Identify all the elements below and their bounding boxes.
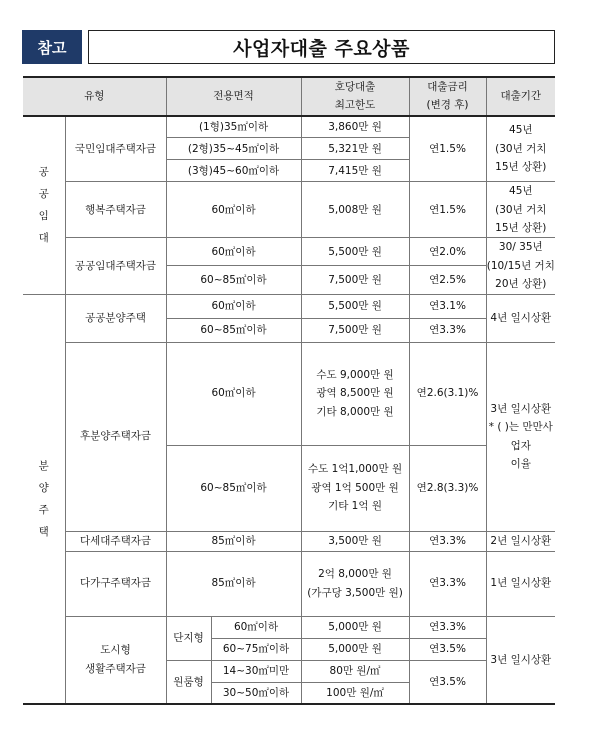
page-header	[22, 30, 555, 64]
rate-cell: 연3.3%	[409, 616, 486, 638]
col-rate: 대출금리 (변경 후)	[409, 77, 486, 116]
period-cell: 2년 일시상환	[486, 531, 555, 551]
product-name: 도시형 생활주택자금	[65, 616, 166, 704]
area-cell: (1형)35㎡이하	[166, 116, 301, 138]
col-limit: 호당대출 최고한도	[301, 77, 409, 116]
limit-cell: 3,860만 원	[301, 116, 409, 138]
rate-cell: 연3.3%	[409, 318, 486, 342]
area-cell: 60㎡이하	[166, 294, 301, 318]
area-cell: 60㎡이하	[211, 616, 301, 638]
area-cell: 60~85㎡이하	[166, 318, 301, 342]
rate-cell: 연1.5%	[409, 182, 486, 238]
area-cell: 60㎡이하	[166, 342, 301, 445]
limit-cell: 80만 원/㎡	[301, 660, 409, 682]
rate-cell: 연3.3%	[409, 531, 486, 551]
period-cell: 3년 일시상환	[486, 616, 555, 704]
subtype-cell: 원룸형	[166, 660, 211, 704]
limit-cell: 5,500만 원	[301, 294, 409, 318]
area-cell: 60~85㎡이하	[166, 266, 301, 294]
page-title: 사업자대출 주요상품	[88, 30, 555, 64]
period-cell: 45년 (30년 거치 15년 상환)	[486, 182, 555, 238]
area-cell: 60~85㎡이하	[166, 445, 301, 531]
rate-cell: 연2.6(3.1)%	[409, 342, 486, 445]
product-name: 다세대주택자금	[65, 531, 166, 551]
area-cell: (2형)35~45㎡이하	[166, 138, 301, 160]
limit-cell: 5,321만 원	[301, 138, 409, 160]
area-cell: (3형)45~60㎡이하	[166, 160, 301, 182]
rate-cell: 연1.5%	[409, 116, 486, 182]
period-cell: 30/ 35년 (10/15년 거치 20년 상환)	[486, 238, 555, 294]
rate-cell: 연2.0%	[409, 238, 486, 266]
limit-cell: 수도 1억1,000만 원 광역 1억 500만 원 기타 1억 원	[301, 445, 409, 531]
reference-badge: 참고	[22, 30, 82, 64]
limit-cell: 수도 9,000만 원 광역 8,500만 원 기타 8,000만 원	[301, 342, 409, 445]
product-name: 국민임대주택자금	[65, 116, 166, 182]
area-cell: 60㎡이하	[166, 182, 301, 238]
limit-cell: 5,008만 원	[301, 182, 409, 238]
col-type: 유형	[23, 77, 166, 116]
area-cell: 85㎡이하	[166, 531, 301, 551]
product-name: 후분양주택자금	[65, 342, 166, 531]
limit-cell: 7,500만 원	[301, 266, 409, 294]
area-cell: 85㎡이하	[166, 551, 301, 616]
rate-cell: 연2.5%	[409, 266, 486, 294]
rate-cell: 연3.1%	[409, 294, 486, 318]
product-name: 공공분양주택	[65, 294, 166, 342]
rate-cell: 연2.8(3.3)%	[409, 445, 486, 531]
product-name: 공공임대주택자금	[65, 238, 166, 294]
rate-cell: 연3.5%	[409, 660, 486, 704]
period-cell: 3년 일시상환 * ( )는 만만사업자 이율	[486, 342, 555, 531]
area-cell: 14~30㎡미만	[211, 660, 301, 682]
limit-cell: 2억 8,000만 원 (가구당 3,500만 원)	[301, 551, 409, 616]
area-cell: 60㎡이하	[166, 238, 301, 266]
period-cell: 45년 (30년 거치 15년 상환)	[486, 116, 555, 182]
limit-cell: 3,500만 원	[301, 531, 409, 551]
limit-cell: 100만 원/㎡	[301, 682, 409, 704]
limit-cell: 5,000만 원	[301, 616, 409, 638]
category-public-rental: 공 공 임 대	[23, 116, 65, 294]
rate-cell: 연3.3%	[409, 551, 486, 616]
category-sale-housing: 분 양 주 택	[23, 294, 65, 704]
area-cell: 60~75㎡이하	[211, 638, 301, 660]
subtype-cell: 단지형	[166, 616, 211, 660]
limit-cell: 5,500만 원	[301, 238, 409, 266]
product-name: 행복주택자금	[65, 182, 166, 238]
period-cell: 1년 일시상환	[486, 551, 555, 616]
limit-cell: 7,415만 원	[301, 160, 409, 182]
col-period: 대출기간	[486, 77, 555, 116]
product-name: 다가구주택자금	[65, 551, 166, 616]
col-area: 전용면적	[166, 77, 301, 116]
area-cell: 30~50㎡이하	[211, 682, 301, 704]
period-cell: 4년 일시상환	[486, 294, 555, 342]
loan-products-table	[23, 76, 555, 705]
limit-cell: 5,000만 원	[301, 638, 409, 660]
limit-cell: 7,500만 원	[301, 318, 409, 342]
rate-cell: 연3.5%	[409, 638, 486, 660]
